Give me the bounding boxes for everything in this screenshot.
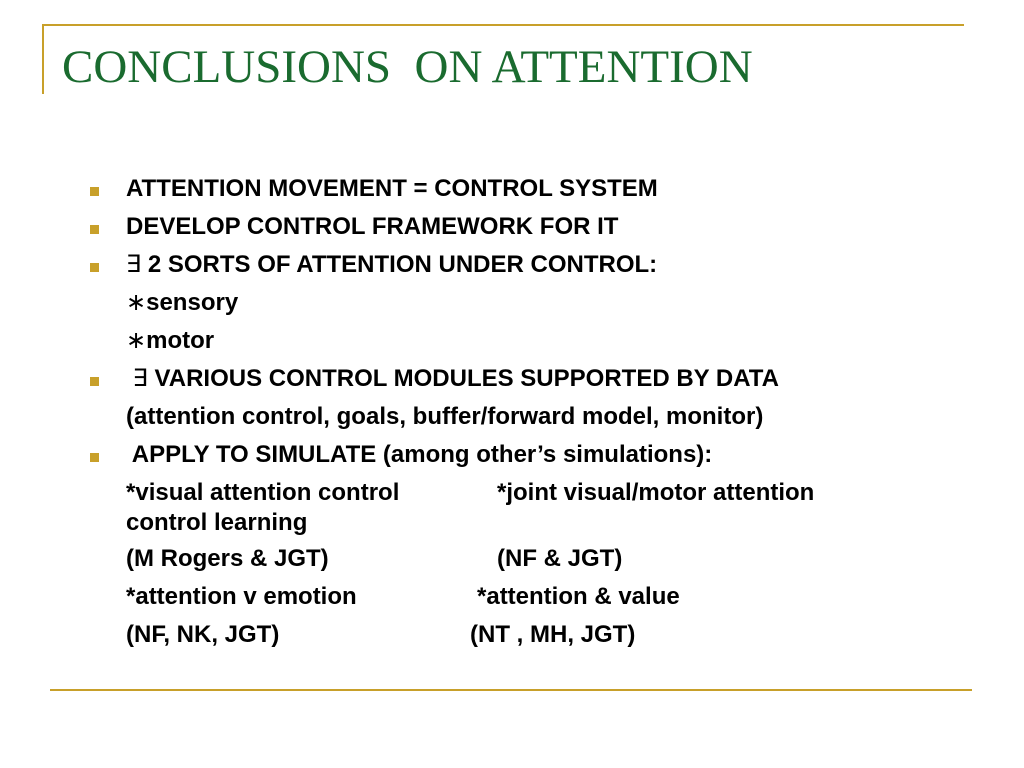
sub-item xyxy=(0,326,1024,362)
simulation-row xyxy=(0,544,1024,580)
bullet-detail xyxy=(0,402,1024,438)
bullet-text: DEVELOP CONTROL FRAMEWORK FOR IT xyxy=(126,213,619,240)
simulation-row xyxy=(0,478,1024,540)
simulation-left: *attention v emotion xyxy=(126,583,357,610)
exists-symbol: ∃ xyxy=(126,251,142,278)
sub-item-label: motor xyxy=(146,327,215,354)
square-bullet-icon xyxy=(90,453,99,462)
bullet-text-body: 2 SORTS OF ATTENTION UNDER CONTROL: xyxy=(141,251,658,278)
sub-item-text xyxy=(126,326,214,356)
sub-item-text xyxy=(126,288,238,318)
simulation-right: (NT , MH, JGT) xyxy=(470,621,636,648)
bullet-text xyxy=(126,364,779,394)
star-icon: ∗ xyxy=(126,289,147,316)
simulation-row xyxy=(0,582,1024,618)
sub-item-label: sensory xyxy=(146,289,239,316)
bottom-rule xyxy=(50,689,972,691)
bullet-item xyxy=(0,364,1024,400)
bullet-text xyxy=(126,250,657,280)
star-icon: ∗ xyxy=(126,327,147,354)
bullet-item xyxy=(0,174,1024,210)
bullet-item xyxy=(0,250,1024,286)
square-bullet-icon xyxy=(90,377,99,386)
simulation-row xyxy=(0,620,1024,656)
sub-item xyxy=(0,288,1024,324)
bullet-detail-text: (attention control, goals, buffer/forward model, monitor) xyxy=(126,403,764,430)
top-rule xyxy=(42,24,964,26)
bullet-text: ATTENTION MOVEMENT = CONTROL SYSTEM xyxy=(126,175,658,202)
square-bullet-icon xyxy=(90,263,99,272)
exists-symbol: ∃ xyxy=(126,365,148,392)
simulation-right: *joint visual/motor attention xyxy=(497,479,815,506)
simulation-left: (NF, NK, JGT) xyxy=(126,621,280,648)
bullet-item xyxy=(0,212,1024,248)
simulation-left: *visual attention control xyxy=(126,479,400,506)
square-bullet-icon xyxy=(90,187,99,196)
left-rule xyxy=(42,24,44,94)
square-bullet-icon xyxy=(90,225,99,234)
simulation-left: (M Rogers & JGT) xyxy=(126,545,329,572)
slide-title: CONCLUSIONS ON ATTENTION xyxy=(62,41,753,93)
simulation-right: (NF & JGT) xyxy=(497,545,623,572)
bullet-text: APPLY TO SIMULATE (among other’s simulations): xyxy=(126,441,713,468)
bullet-text-body: VARIOUS CONTROL MODULES SUPPORTED BY DATA xyxy=(147,365,779,392)
bullet-item xyxy=(0,440,1024,476)
simulation-wrap: control learning xyxy=(126,509,308,536)
simulation-right: *attention & value xyxy=(477,583,680,610)
